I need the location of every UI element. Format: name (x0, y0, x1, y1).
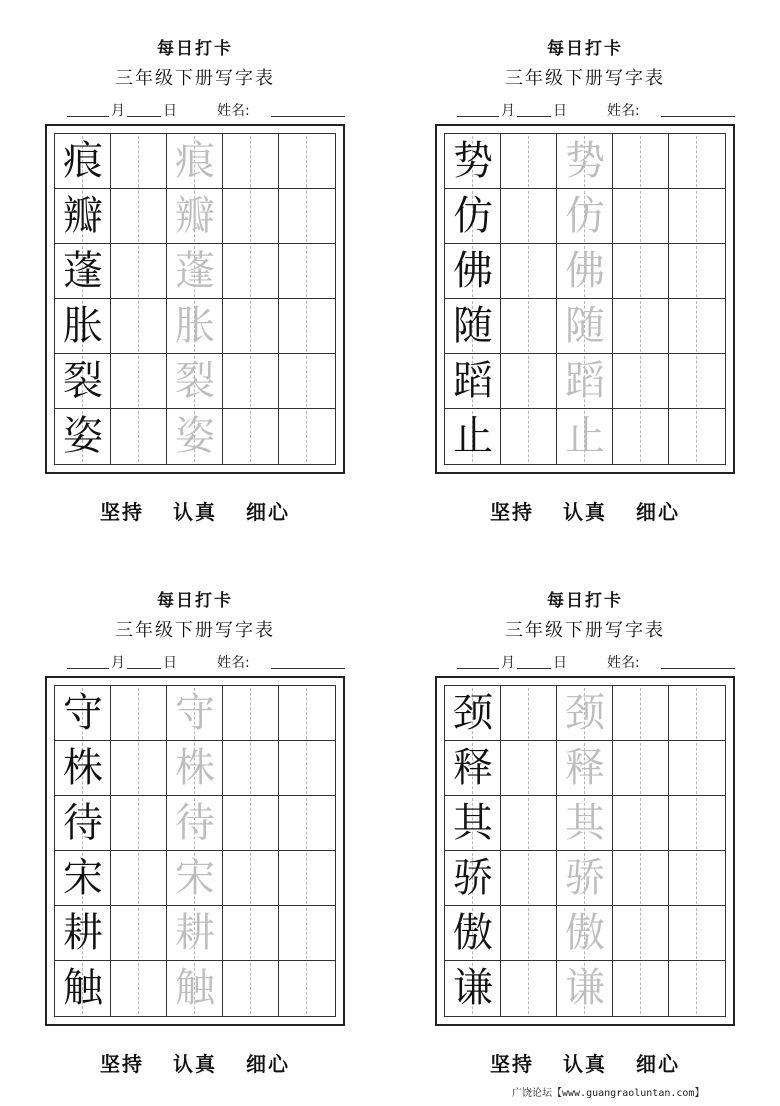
writing-cell[interactable] (223, 354, 279, 409)
model-character: 痕 (63, 138, 103, 184)
writing-cell[interactable] (223, 796, 279, 851)
model-character: 胀 (63, 303, 103, 349)
writing-cell[interactable] (55, 906, 111, 961)
grid-row (445, 189, 725, 244)
grid-row (445, 906, 725, 961)
writing-cell[interactable] (111, 741, 167, 796)
writing-cell[interactable] (167, 299, 223, 354)
writing-cell[interactable] (223, 686, 279, 741)
month-label: 月 (111, 655, 125, 671)
writing-cell[interactable] (167, 851, 223, 906)
writing-cell[interactable] (223, 906, 279, 961)
grid-row (445, 134, 725, 189)
writing-cell[interactable] (111, 189, 167, 244)
model-character: 瓣 (63, 193, 103, 239)
writing-cell[interactable] (167, 189, 223, 244)
name-label: 姓名: (607, 103, 640, 119)
model-character: 释 (453, 745, 493, 791)
model-character: 骄 (453, 855, 493, 901)
writing-cell[interactable] (669, 741, 725, 796)
writing-cell[interactable] (279, 409, 335, 464)
writing-cell[interactable] (223, 851, 279, 906)
month-blank[interactable] (67, 116, 109, 117)
writing-cell[interactable] (223, 189, 279, 244)
name-label: 姓名: (217, 655, 250, 671)
writing-cell[interactable] (669, 961, 725, 1016)
writing-cell[interactable] (55, 686, 111, 741)
motto: 坚持 认真 细心 (100, 500, 290, 524)
trace-character: 释 (565, 745, 605, 791)
day-blank[interactable] (517, 116, 551, 117)
motto: 坚持 认真 细心 (490, 500, 680, 524)
writing-cell[interactable] (167, 134, 223, 189)
month-blank[interactable] (457, 116, 499, 117)
trace-character: 姿 (175, 413, 215, 459)
writing-cell[interactable] (613, 796, 669, 851)
writing-cell[interactable] (279, 299, 335, 354)
grid-row (445, 851, 725, 906)
writing-cell[interactable] (501, 851, 557, 906)
writing-cell[interactable] (167, 961, 223, 1016)
grid-row (445, 961, 725, 1016)
writing-cell[interactable] (557, 354, 613, 409)
writing-cell[interactable] (111, 134, 167, 189)
worksheet-card (435, 586, 735, 1106)
card-subtitle: 三年级下册写字表 (115, 620, 275, 641)
grid-row (55, 796, 335, 851)
writing-cell[interactable] (669, 851, 725, 906)
writing-cell[interactable] (445, 686, 501, 741)
writing-cell[interactable] (279, 354, 335, 409)
writing-cell[interactable] (501, 299, 557, 354)
writing-cell[interactable] (111, 961, 167, 1016)
grid-row (55, 244, 335, 299)
writing-cell[interactable] (557, 851, 613, 906)
writing-cell[interactable] (223, 961, 279, 1016)
trace-character: 傲 (565, 910, 605, 956)
trace-character: 蹈 (565, 358, 605, 404)
writing-cell[interactable] (279, 796, 335, 851)
card-title: 每日打卡 (547, 591, 623, 611)
card-subtitle: 三年级下册写字表 (115, 68, 275, 89)
model-character: 蹈 (453, 358, 493, 404)
writing-cell[interactable] (167, 906, 223, 961)
motto: 坚持 认真 细心 (490, 1052, 680, 1076)
model-character: 傲 (453, 910, 493, 956)
model-character: 触 (63, 965, 103, 1011)
writing-cell[interactable] (669, 354, 725, 409)
trace-character: 待 (175, 800, 215, 846)
writing-cell[interactable] (167, 796, 223, 851)
name-blank[interactable] (271, 668, 345, 669)
writing-cell[interactable] (557, 906, 613, 961)
trace-character: 止 (565, 413, 605, 459)
writing-cell[interactable] (557, 244, 613, 299)
card-title: 每日打卡 (157, 39, 233, 59)
writing-cell[interactable] (111, 354, 167, 409)
writing-cell[interactable] (111, 409, 167, 464)
writing-cell[interactable] (557, 741, 613, 796)
model-character: 止 (453, 413, 493, 459)
writing-cell[interactable] (223, 409, 279, 464)
grid-row (55, 189, 335, 244)
month-blank[interactable] (67, 668, 109, 669)
day-blank[interactable] (127, 668, 161, 669)
writing-cell[interactable] (55, 409, 111, 464)
grid-row (55, 741, 335, 796)
model-character: 耕 (63, 910, 103, 956)
card-subtitle: 三年级下册写字表 (505, 620, 665, 641)
writing-cell[interactable] (557, 189, 613, 244)
writing-cell[interactable] (501, 686, 557, 741)
trace-character: 佛 (565, 248, 605, 294)
model-character: 宋 (63, 855, 103, 901)
trace-character: 颈 (565, 690, 605, 736)
name-blank[interactable] (661, 116, 735, 117)
worksheet-card (45, 586, 345, 1106)
month-blank[interactable] (457, 668, 499, 669)
day-label: 日 (163, 103, 177, 119)
writing-cell[interactable] (167, 686, 223, 741)
writing-cell[interactable] (445, 134, 501, 189)
writing-cell[interactable] (445, 244, 501, 299)
writing-cell[interactable] (55, 244, 111, 299)
day-label: 日 (553, 103, 567, 119)
writing-cell[interactable] (669, 244, 725, 299)
trace-character: 蓬 (175, 248, 215, 294)
writing-cell[interactable] (613, 851, 669, 906)
writing-cell[interactable] (501, 741, 557, 796)
grid-row (445, 299, 725, 354)
writing-cell[interactable] (55, 134, 111, 189)
trace-character: 胀 (175, 303, 215, 349)
writing-cell[interactable] (279, 961, 335, 1016)
writing-cell[interactable] (55, 354, 111, 409)
trace-character: 势 (565, 138, 605, 184)
model-character: 佛 (453, 248, 493, 294)
site-footer: 广饶论坛【www.guangraoluntan.com】 (512, 1088, 705, 1099)
writing-grid (435, 124, 735, 474)
worksheet-card (435, 34, 735, 554)
writing-cell[interactable] (501, 409, 557, 464)
model-character: 随 (453, 303, 493, 349)
motto: 坚持 认真 细心 (100, 1052, 290, 1076)
trace-character: 随 (565, 303, 605, 349)
writing-cell[interactable] (445, 851, 501, 906)
writing-cell[interactable] (223, 134, 279, 189)
writing-cell[interactable] (223, 299, 279, 354)
writing-cell[interactable] (501, 189, 557, 244)
grid-row (55, 851, 335, 906)
writing-cell[interactable] (501, 906, 557, 961)
writing-grid (45, 676, 345, 1026)
writing-cell[interactable] (669, 906, 725, 961)
trace-character: 瓣 (175, 193, 215, 239)
trace-character: 宋 (175, 855, 215, 901)
model-character: 其 (453, 800, 493, 846)
writing-cell[interactable] (55, 189, 111, 244)
month-label: 月 (501, 655, 515, 671)
writing-cell[interactable] (669, 134, 725, 189)
writing-cell[interactable] (167, 409, 223, 464)
writing-cell[interactable] (501, 796, 557, 851)
trace-character: 骄 (565, 855, 605, 901)
writing-cell[interactable] (111, 906, 167, 961)
trace-character: 耕 (175, 910, 215, 956)
writing-cell[interactable] (613, 244, 669, 299)
writing-grid (45, 124, 345, 474)
grid-row (55, 409, 335, 464)
writing-cell[interactable] (613, 961, 669, 1016)
writing-grid (435, 676, 735, 1026)
writing-cell[interactable] (279, 906, 335, 961)
trace-character: 痕 (175, 138, 215, 184)
grid-row (55, 686, 335, 741)
trace-character: 其 (565, 800, 605, 846)
model-character: 待 (63, 800, 103, 846)
grid-row (445, 354, 725, 409)
writing-cell[interactable] (223, 244, 279, 299)
writing-cell[interactable] (613, 134, 669, 189)
card-title: 每日打卡 (547, 39, 623, 59)
name-blank[interactable] (661, 668, 735, 669)
day-label: 日 (553, 655, 567, 671)
day-blank[interactable] (127, 116, 161, 117)
writing-cell[interactable] (613, 906, 669, 961)
writing-cell[interactable] (613, 686, 669, 741)
grid-row (445, 741, 725, 796)
grid-row (445, 686, 725, 741)
writing-cell[interactable] (557, 961, 613, 1016)
writing-cell[interactable] (613, 409, 669, 464)
writing-cell[interactable] (501, 354, 557, 409)
model-character: 守 (63, 690, 103, 736)
trace-character: 裂 (175, 358, 215, 404)
grid-row (445, 409, 725, 464)
model-character: 裂 (63, 358, 103, 404)
writing-cell[interactable] (445, 189, 501, 244)
writing-cell[interactable] (501, 134, 557, 189)
writing-cell[interactable] (445, 354, 501, 409)
writing-cell[interactable] (55, 796, 111, 851)
name-blank[interactable] (271, 116, 345, 117)
month-label: 月 (501, 103, 515, 119)
writing-cell[interactable] (167, 354, 223, 409)
writing-cell[interactable] (279, 851, 335, 906)
grid-row (55, 134, 335, 189)
writing-cell[interactable] (55, 961, 111, 1016)
day-label: 日 (163, 655, 177, 671)
model-character: 姿 (63, 413, 103, 459)
card-title: 每日打卡 (157, 591, 233, 611)
writing-cell[interactable] (55, 851, 111, 906)
writing-cell[interactable] (279, 134, 335, 189)
writing-cell[interactable] (279, 741, 335, 796)
writing-cell[interactable] (613, 299, 669, 354)
trace-character: 谦 (565, 965, 605, 1011)
card-subtitle: 三年级下册写字表 (505, 68, 665, 89)
trace-character: 株 (175, 745, 215, 791)
writing-cell[interactable] (669, 189, 725, 244)
model-character: 势 (453, 138, 493, 184)
model-character: 株 (63, 745, 103, 791)
writing-cell[interactable] (279, 686, 335, 741)
grid-row (445, 244, 725, 299)
writing-cell[interactable] (669, 796, 725, 851)
writing-cell[interactable] (669, 409, 725, 464)
trace-character: 触 (175, 965, 215, 1011)
grid-row (55, 961, 335, 1016)
month-label: 月 (111, 103, 125, 119)
writing-cell[interactable] (55, 299, 111, 354)
grid-row (55, 299, 335, 354)
writing-cell[interactable] (55, 741, 111, 796)
writing-cell[interactable] (167, 741, 223, 796)
writing-cell[interactable] (613, 741, 669, 796)
grid-row (55, 906, 335, 961)
date-name-line (435, 100, 735, 122)
writing-cell[interactable] (111, 244, 167, 299)
writing-cell[interactable] (557, 409, 613, 464)
model-character: 颈 (453, 690, 493, 736)
writing-cell[interactable] (279, 244, 335, 299)
date-name-line (435, 652, 735, 674)
name-label: 姓名: (607, 655, 640, 671)
writing-cell[interactable] (223, 741, 279, 796)
model-character: 蓬 (63, 248, 103, 294)
writing-cell[interactable] (167, 244, 223, 299)
writing-cell[interactable] (445, 299, 501, 354)
writing-cell[interactable] (111, 851, 167, 906)
grid-row (445, 796, 725, 851)
writing-cell[interactable] (445, 796, 501, 851)
date-name-line (45, 652, 345, 674)
trace-character: 守 (175, 690, 215, 736)
writing-cell[interactable] (279, 189, 335, 244)
date-name-line (45, 100, 345, 122)
trace-character: 仿 (565, 193, 605, 239)
name-label: 姓名: (217, 103, 250, 119)
writing-cell[interactable] (111, 796, 167, 851)
grid-row (55, 354, 335, 409)
writing-cell[interactable] (557, 796, 613, 851)
writing-cell[interactable] (501, 961, 557, 1016)
writing-cell[interactable] (669, 299, 725, 354)
writing-cell[interactable] (669, 686, 725, 741)
writing-cell[interactable] (445, 409, 501, 464)
writing-cell[interactable] (111, 686, 167, 741)
writing-cell[interactable] (613, 354, 669, 409)
writing-cell[interactable] (111, 299, 167, 354)
writing-cell[interactable] (445, 741, 501, 796)
writing-cell[interactable] (613, 189, 669, 244)
writing-cell[interactable] (557, 134, 613, 189)
writing-cell[interactable] (501, 244, 557, 299)
day-blank[interactable] (517, 668, 551, 669)
worksheet-card (45, 34, 345, 554)
model-character: 仿 (453, 193, 493, 239)
writing-cell[interactable] (445, 961, 501, 1016)
model-character: 谦 (453, 965, 493, 1011)
writing-cell[interactable] (557, 299, 613, 354)
writing-cell[interactable] (445, 906, 501, 961)
writing-cell[interactable] (557, 686, 613, 741)
